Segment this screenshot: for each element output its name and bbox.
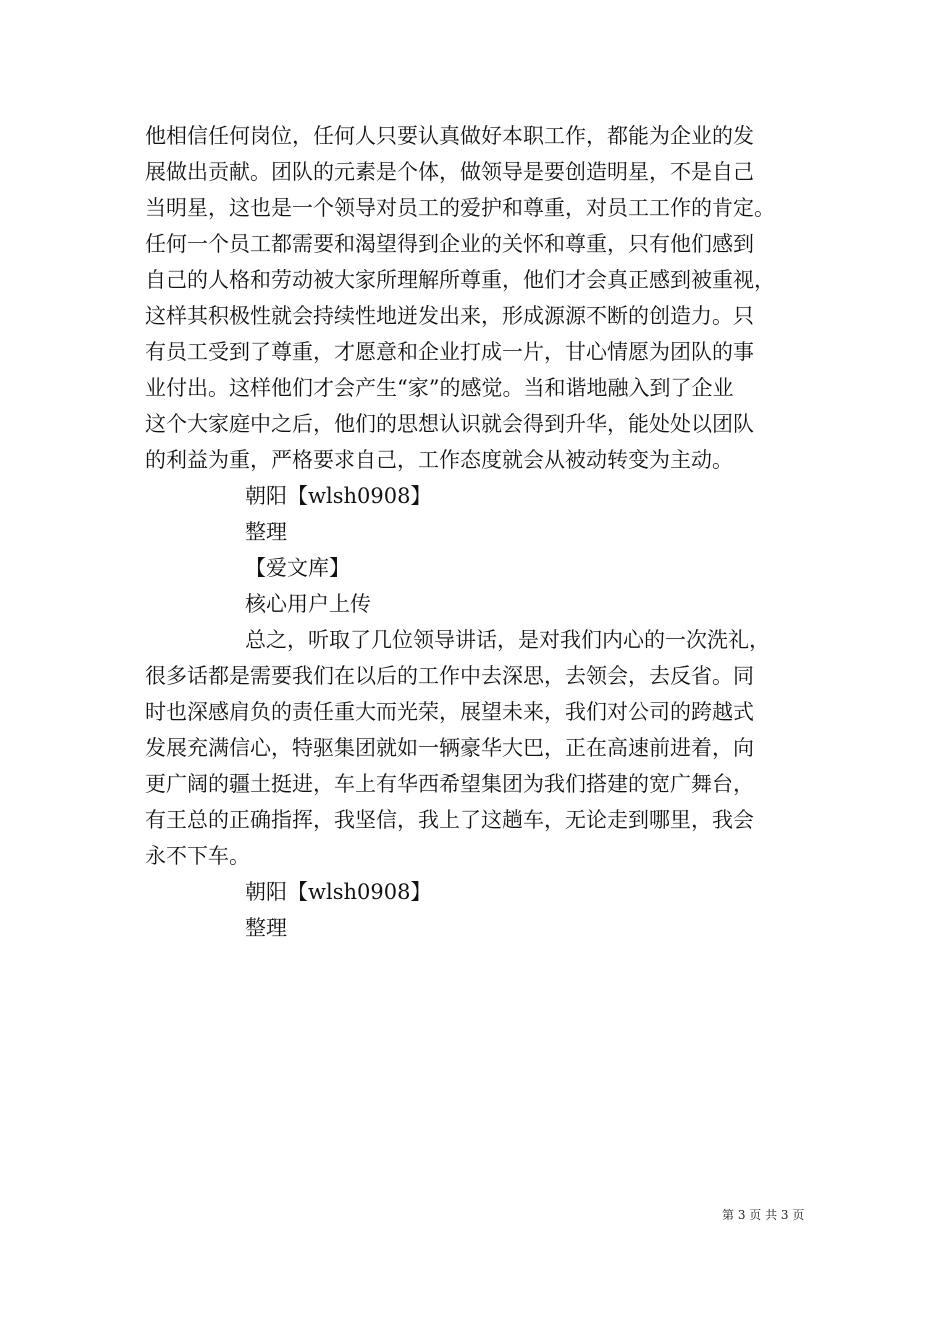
text-line: 这样其积极性就会持续性地迸发出来，形成源源不断的创造力。只 [145,304,754,328]
credit-action: 整理 [245,916,287,940]
text-line: 的利益为重，严格要求自己，工作态度就会从被动转变为主动。 [145,448,733,472]
text-line: 当明星，这也是一个领导对员工的爱护和尊重，对员工工作的肯定。 [145,196,775,220]
text-line: 更广阔的疆土挺进，车上有华西希望集团为我们搭建的宽广舞台， [145,772,754,796]
text-line: 有王总的正确指挥，我坚信，我上了这趟车，无论走到哪里，我会 [145,808,754,832]
text-line: 他相信任何岗位，任何人只要认真做好本职工作，都能为企业的发 [145,124,754,148]
text-line: 自己的人格和劳动被大家所理解所尊重，他们才会真正感到被重视， [145,268,775,292]
text-line: 很多话都是需要我们在以后的工作中去深思，去领会，去反省。同 [145,664,754,688]
text-line: 任何一个员工都需要和渴望得到企业的关怀和尊重，只有他们感到 [145,232,754,256]
credit-action: 整理 [245,520,287,544]
page-number: 第 3 页 共 3 页 [722,1208,805,1222]
site-credit: 【爱文库】 [245,556,350,580]
paragraph-2 [145,622,810,874]
text-line: 业付出。这样他们才会产生“家”的感觉。当和谐地融入到了企业 [145,376,734,400]
credit-author: 朝阳【wlsh0908】 [245,880,432,904]
text-line: 永不下车。 [145,844,250,868]
site-credit-note: 核心用户上传 [245,592,371,616]
paragraph-1 [145,118,810,478]
text-line: 这个大家庭中之后，他们的思想认识就会得到升华，能处处以团队 [145,412,754,436]
text-line: 发展充满信心，特驱集团就如一辆豪华大巴，正在高速前进着，向 [145,736,754,760]
text-line: 展做出贡献。团队的元素是个体，做领导是要创造明星，不是自己 [145,160,754,184]
credit-author: 朝阳【wlsh0908】 [245,484,432,508]
text-line: 时也深感肩负的责任重大而光荣，展望未来，我们对公司的跨越式 [145,700,754,724]
document-body [145,118,810,946]
text-line: 总之，听取了几位领导讲话，是对我们内心的一次洗礼， [245,628,770,652]
text-line: 有员工受到了尊重，才愿意和企业打成一片，甘心情愿为团队的事 [145,340,754,364]
